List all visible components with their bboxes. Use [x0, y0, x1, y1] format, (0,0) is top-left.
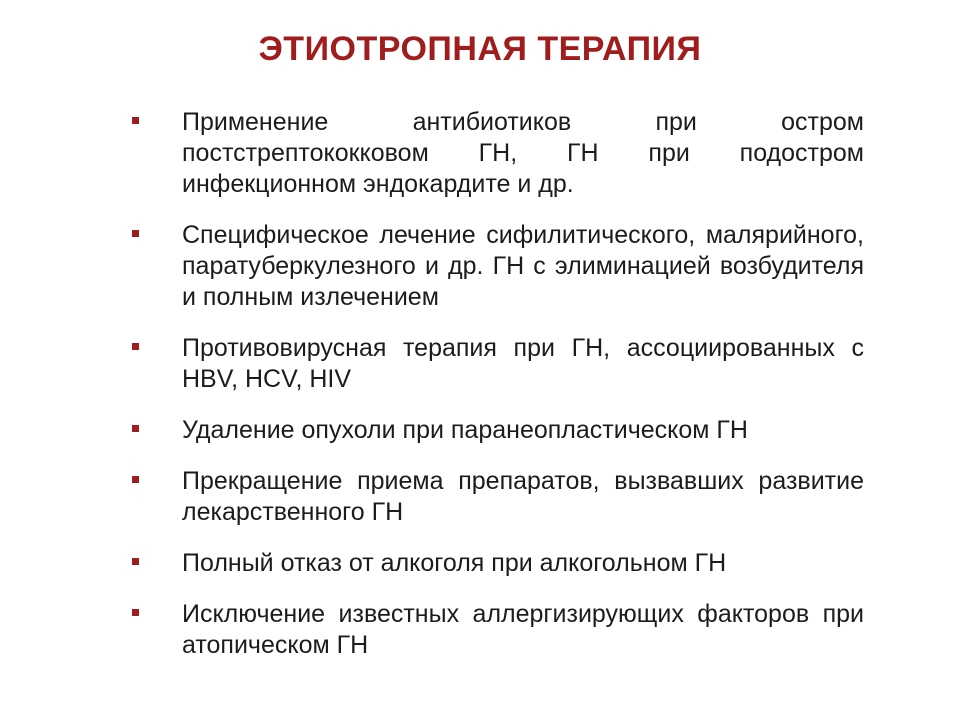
bullet-text: Применение антибиотиков при остром постстрептококковом ГН, ГН при подостром инфекционном эндокардите и др. [182, 108, 864, 198]
bullet-item [128, 415, 864, 446]
bullet-text: Полный отказ от алкоголя при алкогольном ГН [182, 549, 727, 577]
bullet-item [128, 466, 864, 528]
bullet-text: Противовирусная терапия при ГН, ассоциированных с HBV, HCV, HIV [182, 334, 864, 393]
bullet-item [128, 107, 864, 200]
bullet-text: Исключение известных аллергизирующих факторов при атопическом ГН [182, 600, 864, 659]
bullet-text: Специфическое лечение сифилитического, малярийного, паратуберкулезного и др. ГН с элиминацией возбудителя и полным излечением [182, 221, 864, 311]
bullet-item [128, 548, 864, 579]
bullet-text: Удаление опухоли при паранеопластическом ГН [182, 416, 748, 444]
bullet-text: Прекращение приема препаратов, вызвавших развитие лекарственного ГН [182, 467, 864, 526]
square-bullet-icon [132, 425, 139, 432]
bullet-item [128, 220, 864, 313]
bullet-item [128, 333, 864, 395]
square-bullet-icon [132, 609, 139, 616]
square-bullet-icon [132, 476, 139, 483]
square-bullet-icon [132, 230, 139, 237]
square-bullet-icon [132, 117, 139, 124]
bullet-item [128, 599, 864, 661]
bullet-list [128, 107, 864, 681]
square-bullet-icon [132, 343, 139, 350]
slide-title: ЭТИОТРОПНАЯ ТЕРАПИЯ [258, 30, 702, 68]
square-bullet-icon [132, 558, 139, 565]
